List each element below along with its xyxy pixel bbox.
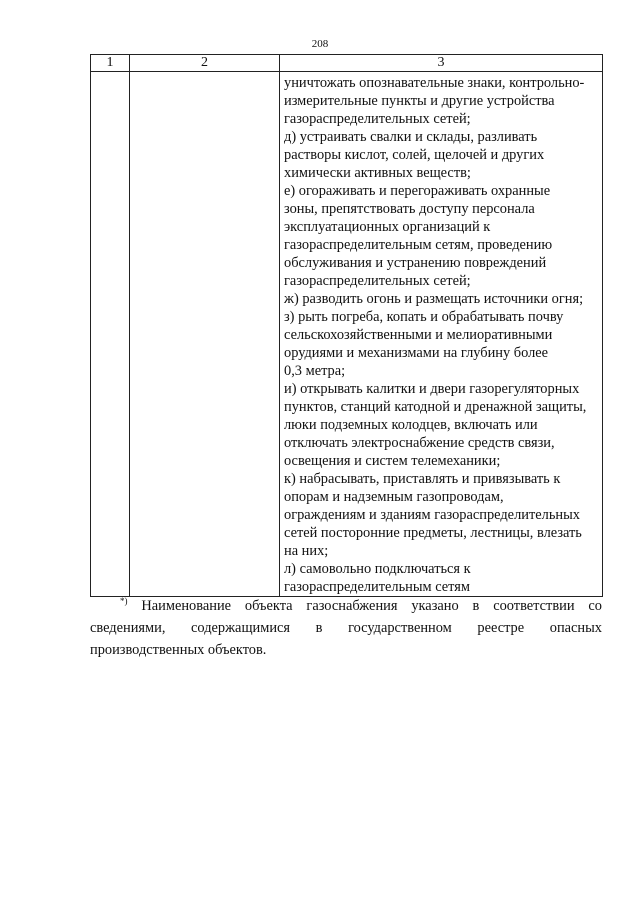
footnote bbox=[90, 590, 602, 661]
text-line: сельскохозяйственными и мелиоративными bbox=[284, 327, 553, 343]
footnote-line-3: производственных объектов. bbox=[90, 642, 267, 658]
text-line: пунктов, станций катодной и дренажной защиты, bbox=[284, 399, 587, 415]
text-line: ограждениям и зданиям газораспределительных bbox=[284, 507, 580, 523]
footnote-line-1 bbox=[90, 590, 602, 617]
text-line: химически активных веществ; bbox=[284, 165, 471, 181]
table-cell-col1 bbox=[91, 72, 130, 597]
text-line: на них; bbox=[284, 543, 329, 559]
text-line: 0,3 метра; bbox=[284, 363, 346, 379]
text-line: обслуживания и устранению повреждений bbox=[284, 255, 547, 271]
prohibitions-text bbox=[280, 72, 602, 596]
column-header-3: 3 bbox=[280, 55, 603, 72]
text-line: опорам и надземным газопроводам, bbox=[284, 489, 504, 505]
table-cell-col2 bbox=[130, 72, 280, 597]
document-table bbox=[90, 54, 603, 597]
text-line: газораспределительных сетей; bbox=[284, 273, 471, 289]
text-line: эксплуатационных организаций к bbox=[284, 219, 491, 235]
text-line: зоны, препятствовать доступу персонала bbox=[284, 201, 535, 217]
text-line: растворы кислот, солей, щелочей и других bbox=[284, 147, 545, 163]
text-line: отключать электроснабжение средств связи, bbox=[284, 435, 555, 451]
text-line: газораспределительным сетям bbox=[284, 579, 471, 595]
footnote-text-1: Наименование объекта газоснабжения указано в соответствии со bbox=[141, 598, 602, 614]
table-row bbox=[91, 72, 603, 597]
column-header-1: 1 bbox=[91, 55, 130, 72]
page-number: 208 bbox=[311, 38, 329, 50]
text-line: з) рыть погреба, копать и обрабатывать почву bbox=[284, 309, 564, 325]
text-line: уничтожать опознавательные знаки, контрольно- bbox=[284, 75, 585, 91]
text-line: к) набрасывать, приставлять и привязывать к bbox=[284, 471, 561, 487]
text-line: д) устраивать свалки и склады, разливать bbox=[284, 129, 538, 145]
text-line: орудиями и механизмами на глубину более bbox=[284, 345, 549, 361]
footnote-line-2: сведениями, содержащимися в государственном реестре опасных bbox=[90, 620, 602, 636]
text-line: газораспределительных сетей; bbox=[284, 111, 471, 127]
table-cell-col3 bbox=[280, 72, 603, 597]
text-line: е) огораживать и перегораживать охранные bbox=[284, 183, 551, 199]
footnote-marker: *) bbox=[120, 596, 128, 606]
text-line: газораспределительным сетям, проведению bbox=[284, 237, 553, 253]
text-line: и) открывать калитки и двери газорегуляторных bbox=[284, 381, 580, 397]
text-line: сетей посторонние предметы, лестницы, влезать bbox=[284, 525, 582, 541]
text-line: освещения и систем телемеханики; bbox=[284, 453, 501, 469]
table-header-row bbox=[91, 55, 603, 72]
column-header-2: 2 bbox=[130, 55, 280, 72]
text-line: измерительные пункты и другие устройства bbox=[284, 93, 555, 109]
text-line: люки подземных колодцев, включать или bbox=[284, 417, 538, 433]
text-line: ж) разводить огонь и размещать источники огня; bbox=[284, 291, 584, 307]
text-line: л) самовольно подключаться к bbox=[284, 561, 471, 577]
